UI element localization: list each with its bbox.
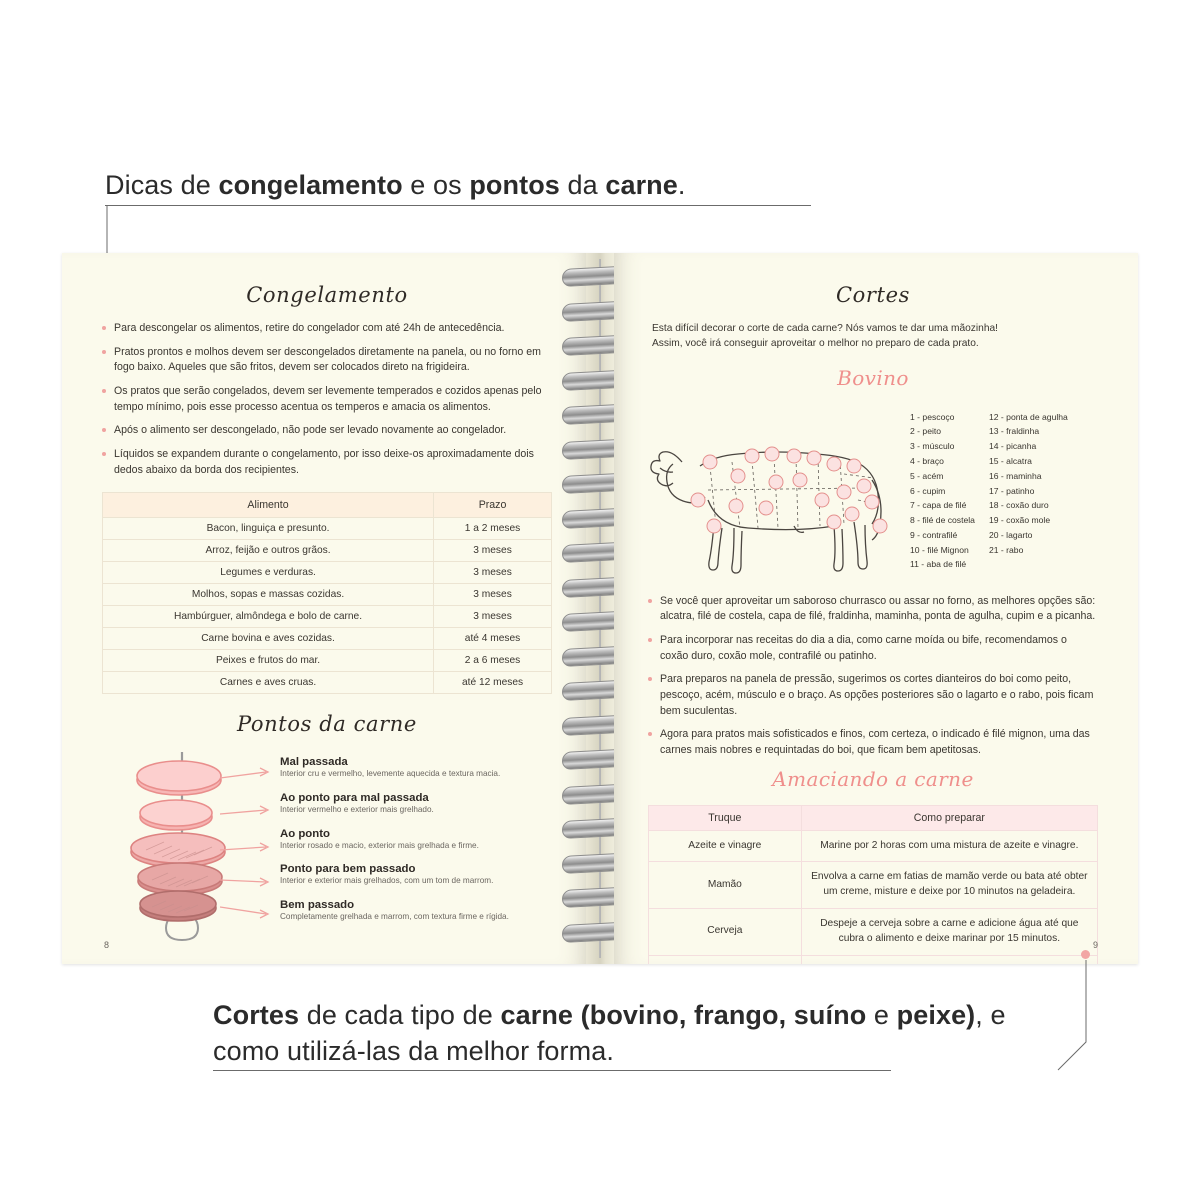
ponto-description: Interior rosado e macio, exterior mais grelhada e firme. xyxy=(280,840,479,850)
corte-item: 8 - filé de costela xyxy=(910,515,975,526)
congelamento-table-header-cell: Alimento xyxy=(103,493,434,518)
caption-top-seg-5: carne xyxy=(605,170,678,200)
corte-item: 2 - peito xyxy=(910,426,942,437)
congelamento-title: Congelamento xyxy=(246,283,408,307)
table-row xyxy=(103,650,552,672)
amaciando-title: Amaciando a carne xyxy=(772,766,974,791)
ponto-name: Ao ponto xyxy=(280,827,330,840)
congelamento-table-cell: Bacon, linguiça e presunto. xyxy=(103,518,434,540)
cortes-intro-line: Assim, você irá conseguir aproveitar o melhor no preparo de cada prato. xyxy=(652,338,979,350)
congelamento-table-cell: Carne bovina e aves cozidas. xyxy=(103,628,434,650)
congelamento-table-cell: Arroz, feijão e outros grãos. xyxy=(103,540,434,562)
corte-item: 17 - patinho xyxy=(988,485,1035,496)
corte-item: 9 - contrafilé xyxy=(910,529,958,540)
pontos-arrows xyxy=(220,750,284,945)
congelamento-table-header-row xyxy=(103,493,552,518)
cortes-bullets xyxy=(648,594,1098,759)
right-page xyxy=(614,253,1138,964)
congelamento-table-cell: Hambúrguer, almôndega e bolo de carne. xyxy=(103,606,434,628)
ponto-description: Interior vermelho e exterior mais grelhado. xyxy=(280,805,434,815)
table-row xyxy=(649,908,1098,955)
ponto-name: Mal passada xyxy=(280,756,348,769)
cortes-title: Cortes xyxy=(836,283,910,307)
congelamento-table-cell: Molhos, sopas e massas cozidas. xyxy=(103,584,434,606)
congelamento-table-cell: Carnes e aves cruas. xyxy=(103,672,434,694)
amaciando-table-cell: Azeite e vinagre xyxy=(649,830,802,862)
ponto-label xyxy=(280,899,580,923)
ponto-description: Interior cru e vermelho, levemente aquecida e textura macia. xyxy=(280,769,501,779)
congelamento-table-cell: Legumes e verduras. xyxy=(103,562,434,584)
caption-top-seg-4: da xyxy=(559,170,606,200)
congelamento-table-cell: 3 meses xyxy=(434,584,552,606)
congelamento-table-cell: 2 a 6 meses xyxy=(434,650,552,672)
ponto-description: Interior e exterior mais grelhados, com um tom de marrom. xyxy=(280,876,494,886)
congelamento-table-header-cell: Prazo xyxy=(434,493,552,518)
page-number-right: 9 xyxy=(1092,940,1098,950)
corte-item: 4 - braço xyxy=(910,455,944,466)
ponto-label xyxy=(280,828,580,852)
cortes-intro-line: Esta difícil decorar o corte de cada carne? Nós vamos te dar uma mãozinha! xyxy=(652,323,998,334)
corte-item: 1 - pescoço xyxy=(910,411,955,422)
amaciando-table-header-cell: Truque xyxy=(649,805,802,830)
spiral-binding xyxy=(586,253,614,964)
pontos-labels xyxy=(280,756,580,934)
leader-line-bottom xyxy=(1028,960,1108,1075)
corte-item: 7 - capa de filé xyxy=(910,500,967,511)
amaciando-table-cell: Mamão xyxy=(649,862,802,909)
table-row xyxy=(103,584,552,606)
ponto-label xyxy=(280,863,580,887)
ponto-name: Ponto para bem passado xyxy=(280,863,416,876)
cortes-bullet-item: Se você quer aproveitar um saboroso churrasco ou assar no forno, as melhores opções são: alcatra, filé de costela, capa de filé, fraldinha, maminha, ponta de agulha, cupim e a picanha. xyxy=(648,594,1098,625)
caption-bottom xyxy=(213,998,1033,1069)
congelamento-bullet-item: Líquidos se expandem durante o congelamento, por isso deixe-os aproximadamente dois dedos abaixo da borda dos recipientes. xyxy=(102,447,552,478)
caption-bottom-seg-1: de cada tipo de xyxy=(299,1000,501,1030)
cortes-bullet-item: Agora para pratos mais sofisticados e finos, com certeza, o indicado é filé mignon, uma das carnes mais nobres e requintadas do boi, que ficam bem apetitosas. xyxy=(648,727,1098,758)
amaciando-table-cell: Marine por 2 horas com uma mistura de azeite e vinagre. xyxy=(801,830,1097,862)
ponto-name: Bem passado xyxy=(280,899,355,911)
bovino-diagram xyxy=(648,400,1098,590)
caption-bottom-seg-3: e xyxy=(866,1000,897,1030)
cortes-numbered-list xyxy=(910,410,1138,573)
ponto-label xyxy=(280,792,580,816)
ponto-label xyxy=(280,756,580,780)
amaciando-table-header-row xyxy=(649,805,1098,830)
corte-item: 20 - lagarto xyxy=(988,529,1033,540)
congelamento-table-cell: 3 meses xyxy=(434,606,552,628)
corte-item: 16 - maminha xyxy=(988,470,1042,481)
table-row xyxy=(103,518,552,540)
caption-top-seg-2: e os xyxy=(402,170,470,200)
corte-item: 10 - filé Mignon xyxy=(910,544,969,555)
congelamento-bullets xyxy=(102,321,552,478)
table-row xyxy=(649,862,1098,909)
corte-item: 3 - músculo xyxy=(910,441,955,452)
congelamento-bullet-item: Para descongelar os alimentos, retire do congelador com até 24h de antecedência. xyxy=(102,321,552,337)
corte-item: 11 - aba de filé xyxy=(910,559,967,570)
amaciando-table-cell xyxy=(649,955,802,964)
bovino-title: Bovino xyxy=(837,365,909,390)
table-row xyxy=(103,606,552,628)
caption-top-seg-3: pontos xyxy=(469,170,560,200)
ponto-name: Ao ponto para mal passada xyxy=(280,792,429,805)
corte-item: 6 - cupim xyxy=(910,485,946,496)
cortes-column-1 xyxy=(910,410,975,573)
congelamento-table-cell: até 12 meses xyxy=(434,672,552,694)
caption-top-seg-0: Dicas de xyxy=(105,170,219,200)
pontos-da-carne-diagram xyxy=(102,750,552,945)
page-number-left: 8 xyxy=(104,940,110,950)
corte-item: 18 - coxão duro xyxy=(988,500,1049,511)
cow-illustration xyxy=(648,404,903,586)
table-row xyxy=(103,562,552,584)
amaciando-table xyxy=(648,805,1098,964)
table-row xyxy=(103,540,552,562)
amaciando-table-cell: Despeje a cerveja sobre a carne e adicione água até que cubra o alimento e deixe marinar por 15 minutos. xyxy=(801,908,1097,955)
congelamento-table-cell: Peixes e frutos do mar. xyxy=(103,650,434,672)
caption-bottom-seg-5: , e como utilizá-las da melhor forma. xyxy=(213,1000,1006,1066)
pontos-title: Pontos da carne xyxy=(237,712,417,737)
congelamento-bullet-item: Após o alimento ser descongelado, não pode ser levado novamente ao congelador. xyxy=(102,423,552,439)
corte-item: 19 - coxão mole xyxy=(988,515,1051,526)
left-page xyxy=(62,253,586,964)
cortes-intro xyxy=(652,321,1098,352)
corte-item: 14 - picanha xyxy=(988,441,1037,452)
congelamento-table xyxy=(102,492,552,694)
corte-item: 5 - acém xyxy=(910,470,944,481)
cortes-column-2 xyxy=(989,410,1068,573)
corte-item: 21 - rabo xyxy=(988,544,1024,555)
caption-bottom-seg-4: peixe) xyxy=(896,1000,976,1030)
leader-dot-bottom xyxy=(1081,950,1090,959)
amaciando-table-header-cell: Como preparar xyxy=(801,805,1097,830)
caption-top xyxy=(105,168,905,204)
congelamento-table-cell: 3 meses xyxy=(434,562,552,584)
congelamento-table-cell: até 4 meses xyxy=(434,628,552,650)
table-row xyxy=(649,830,1098,862)
congelamento-bullet-item: Pratos prontos e molhos devem ser descongelados diretamente na panela, ou no forno em fogo baixo. Aqueles que são fritos, devem ser colocados direto na frigideira. xyxy=(102,345,552,376)
caption-top-seg-6: . xyxy=(677,170,686,200)
caption-bottom-seg-0: Cortes xyxy=(213,1000,300,1030)
cortes-bullet-item: Para incorporar nas receitas do dia a dia, como carne moída ou bife, recomendamos o coxão duro, coxão mole, contrafilé ou patinho. xyxy=(648,633,1098,664)
ponto-description: Completamente grelhada e marrom, com textura firme e rígida. xyxy=(280,912,509,921)
congelamento-table-cell: 3 meses xyxy=(434,540,552,562)
corte-item: 13 - fraldinha xyxy=(988,426,1040,437)
amaciando-table-cell: Cerveja xyxy=(649,908,802,955)
cortes-bullet-item: Para preparos na panela de pressão, sugerimos os cortes dianteiros do boi como peito, pescoço, acém, músculo e o braço. As opções posteriores são o lagarto e o rabo, pois ficam bem suculentas. xyxy=(648,672,1098,719)
caption-top-underline xyxy=(105,205,811,206)
caption-bottom-underline xyxy=(213,1070,891,1071)
congelamento-bullet-item: Os pratos que serão congelados, devem ser levemente temperados e cozidos apenas pelo tempo mínimo, pois esse processo acentua os temperos e amacia os alimentos. xyxy=(102,384,552,415)
corte-item: 15 - alcatra xyxy=(988,455,1032,466)
corte-item: 12 - ponta de agulha xyxy=(988,411,1068,422)
caption-top-seg-1: congelamento xyxy=(218,170,403,200)
open-book xyxy=(62,253,1138,964)
caption-bottom-seg-2: carne (bovino, frango, suíno xyxy=(500,1000,867,1030)
table-row xyxy=(103,672,552,694)
amaciando-table-cell: Envolva a carne em fatias de mamão verde ou bata até obter um creme, misture e deixe por 10 minutos na geladeira. xyxy=(801,862,1097,909)
table-row xyxy=(103,628,552,650)
congelamento-table-cell: 1 a 2 meses xyxy=(434,518,552,540)
